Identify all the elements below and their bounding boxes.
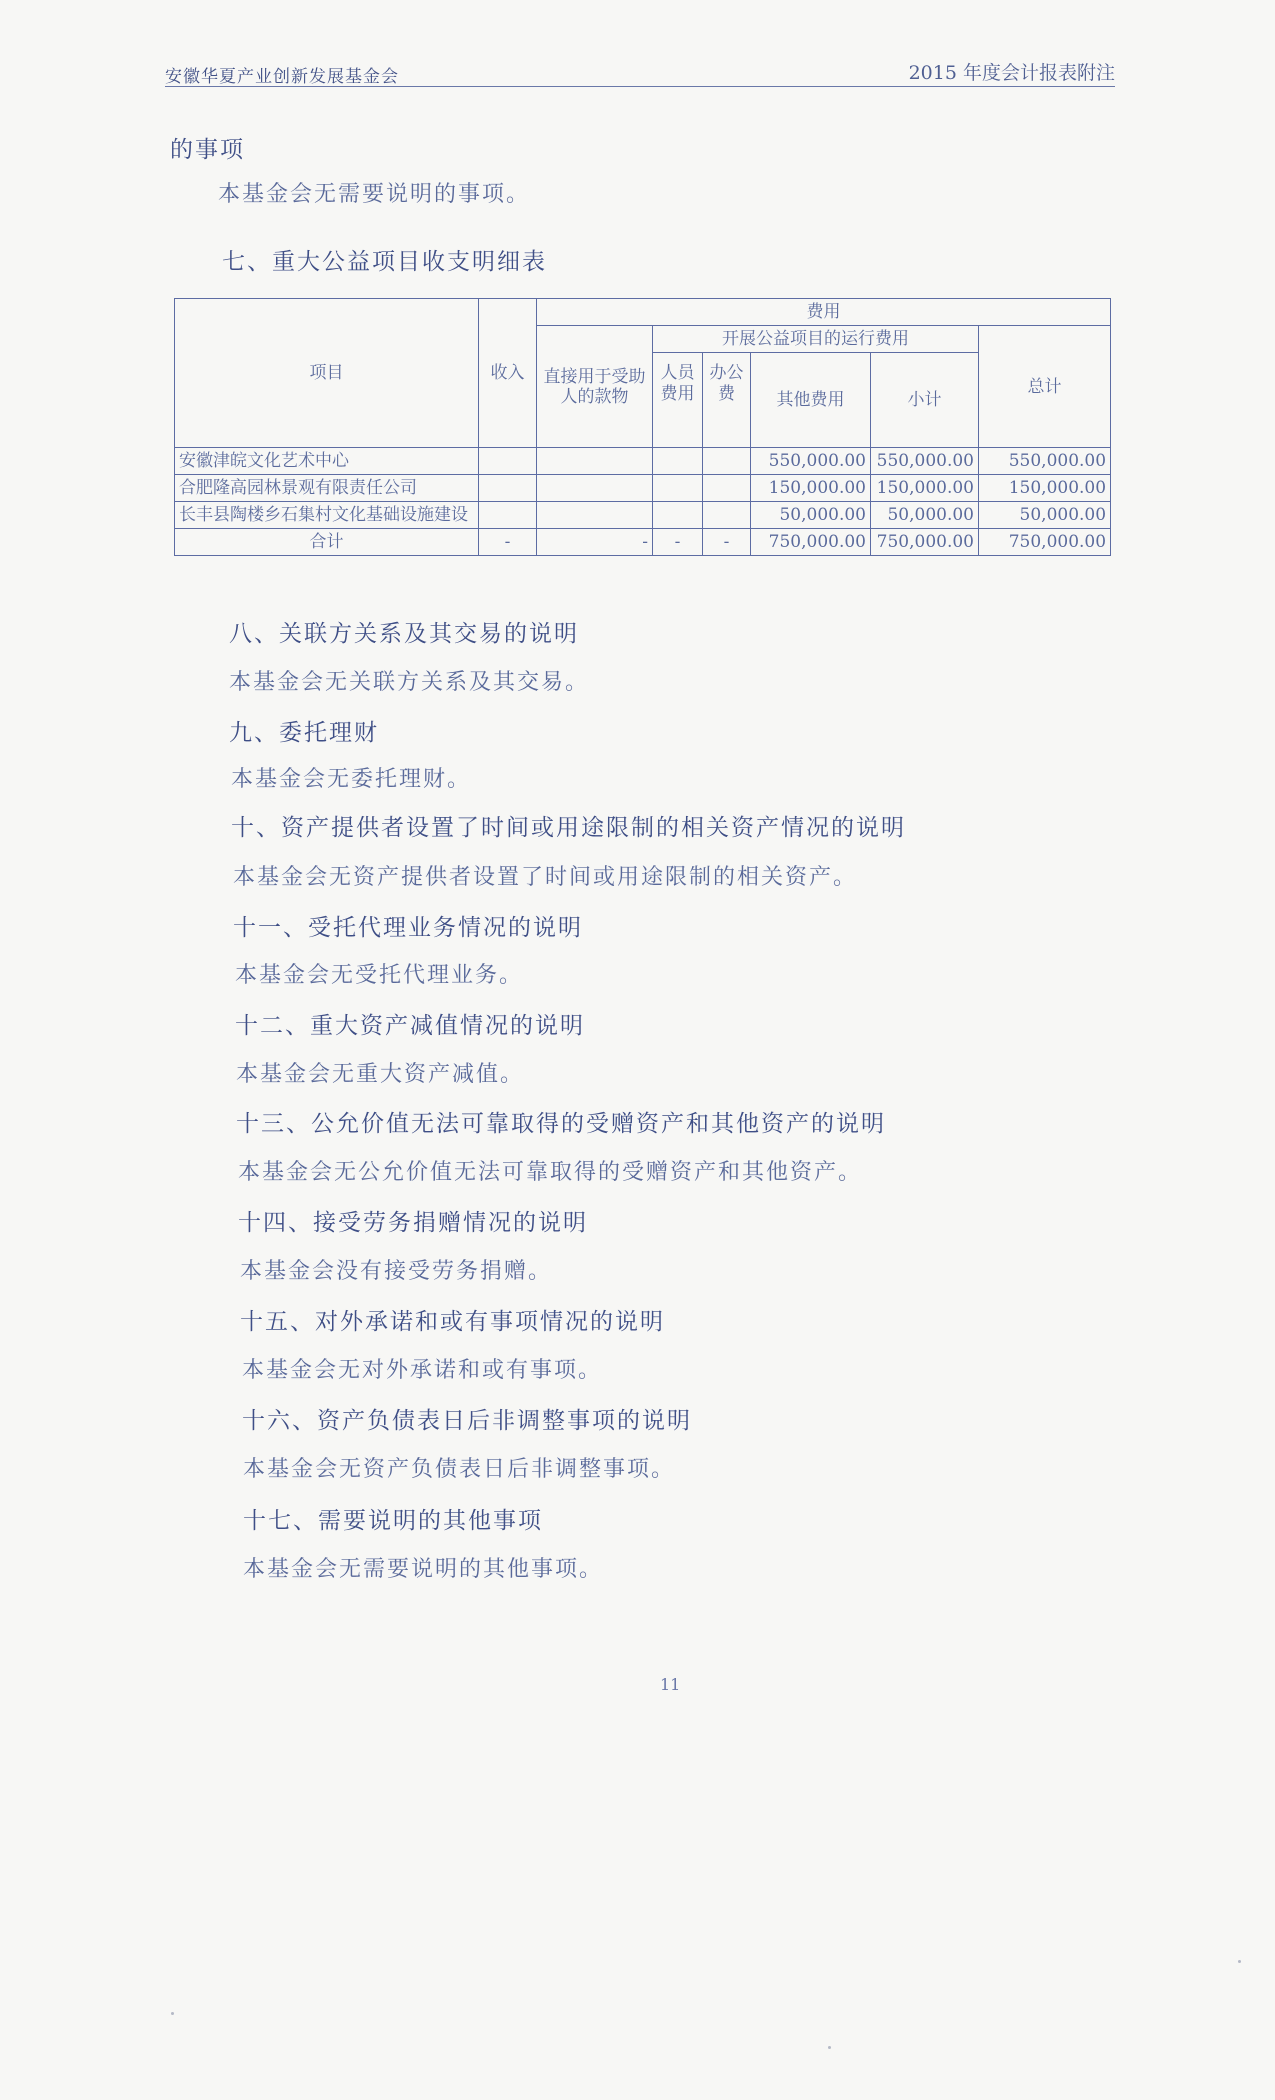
section-10-title: 十、资产提供者设置了时间或用途限制的相关资产情况的说明 (231, 815, 906, 841)
header-subtotal: 小计 (871, 353, 979, 448)
section-11-title: 十一、受托代理业务情况的说明 (233, 915, 583, 941)
cell-direct (537, 448, 653, 475)
page-number: 11 (660, 1675, 681, 1694)
cell-sum-direct: - (537, 529, 653, 556)
cell-income (479, 448, 537, 475)
cell-direct (537, 475, 653, 502)
section-14-title: 十四、接受劳务捐赠情况的说明 (238, 1210, 588, 1236)
cell-total: 150,000.00 (979, 475, 1111, 502)
header-operating: 开展公益项目的运行费用 (653, 326, 979, 353)
table-sum-row (175, 529, 1111, 556)
section-7-title: 七、重大公益项目收支明细表 (222, 249, 547, 275)
cell-subtotal: 150,000.00 (871, 475, 979, 502)
header-expense: 费用 (537, 299, 1111, 326)
section-12-title: 十二、重大资产减值情况的说明 (235, 1013, 585, 1039)
cell-sum-office: - (703, 529, 751, 556)
cell-other: 550,000.00 (751, 448, 871, 475)
section-13-title: 十三、公允价值无法可靠取得的受赠资产和其他资产的说明 (236, 1111, 886, 1137)
cell-income (479, 502, 537, 529)
header-divider (165, 86, 1115, 87)
cell-office (703, 448, 751, 475)
cell-other: 50,000.00 (751, 502, 871, 529)
section-15-title: 十五、对外承诺和或有事项情况的说明 (240, 1309, 665, 1335)
cell-total: 550,000.00 (979, 448, 1111, 475)
section-13-body: 本基金会无公允价值无法可靠取得的受赠资产和其他资产。 (238, 1160, 863, 1185)
cell-subtotal: 550,000.00 (871, 448, 979, 475)
cell-income (479, 475, 537, 502)
section-9-title: 九、委托理财 (229, 720, 379, 746)
header-item: 项目 (175, 299, 479, 448)
cell-staff (653, 502, 703, 529)
header-total: 总计 (979, 326, 1111, 448)
header-report-title: 2015 年度会计报表附注 (908, 62, 1115, 84)
header-direct: 直接用于受助人的款物 (537, 326, 653, 448)
cell-staff (653, 448, 703, 475)
section-17-body: 本基金会无需要说明的其他事项。 (243, 1557, 604, 1582)
cell-sum-income: - (479, 529, 537, 556)
section-10-body: 本基金会无资产提供者设置了时间或用途限制的相关资产。 (233, 865, 858, 890)
header-staff: 人员费用 (653, 353, 703, 448)
header-office: 办公费 (703, 353, 751, 448)
section-11-body: 本基金会无受托代理业务。 (235, 963, 524, 988)
table-row (175, 502, 1111, 529)
cell-other: 150,000.00 (751, 475, 871, 502)
cell-direct (537, 502, 653, 529)
table-row (175, 448, 1111, 475)
cell-office (703, 475, 751, 502)
section-16-body: 本基金会无资产负债表日后非调整事项。 (243, 1457, 676, 1482)
header-other: 其他费用 (751, 353, 871, 448)
cell-project-name: 长丰县陶楼乡石集村文化基础设施建设 (175, 502, 479, 529)
section-16-title: 十六、资产负债表日后非调整事项的说明 (242, 1408, 692, 1434)
continued-body: 本基金会无需要说明的事项。 (218, 182, 531, 207)
cell-sum-total: 750,000.00 (979, 529, 1111, 556)
section-15-body: 本基金会无对外承诺和或有事项。 (242, 1358, 603, 1383)
section-9-body: 本基金会无委托理财。 (231, 767, 472, 792)
continued-heading: 的事项 (170, 137, 245, 163)
cell-sum-label: 合计 (175, 529, 479, 556)
cell-total: 50,000.00 (979, 502, 1111, 529)
cell-project-name: 合肥隆高园林景观有限责任公司 (175, 475, 479, 502)
cell-sum-staff: - (653, 529, 703, 556)
section-14-body: 本基金会没有接受劳务捐赠。 (240, 1259, 553, 1284)
section-17-title: 十七、需要说明的其他事项 (243, 1508, 543, 1534)
project-detail-table (174, 298, 1111, 556)
header-income: 收入 (479, 299, 537, 448)
section-8-title: 八、关联方关系及其交易的说明 (229, 621, 579, 647)
cell-subtotal: 50,000.00 (871, 502, 979, 529)
section-12-body: 本基金会无重大资产减值。 (236, 1062, 525, 1087)
cell-sum-subtotal: 750,000.00 (871, 529, 979, 556)
section-8-body: 本基金会无关联方关系及其交易。 (229, 670, 590, 695)
table-row (175, 475, 1111, 502)
cell-sum-other: 750,000.00 (751, 529, 871, 556)
cell-project-name: 安徽津皖文化艺术中心 (175, 448, 479, 475)
cell-office (703, 502, 751, 529)
cell-staff (653, 475, 703, 502)
header-org-name: 安徽华夏产业创新发展基金会 (165, 67, 399, 87)
